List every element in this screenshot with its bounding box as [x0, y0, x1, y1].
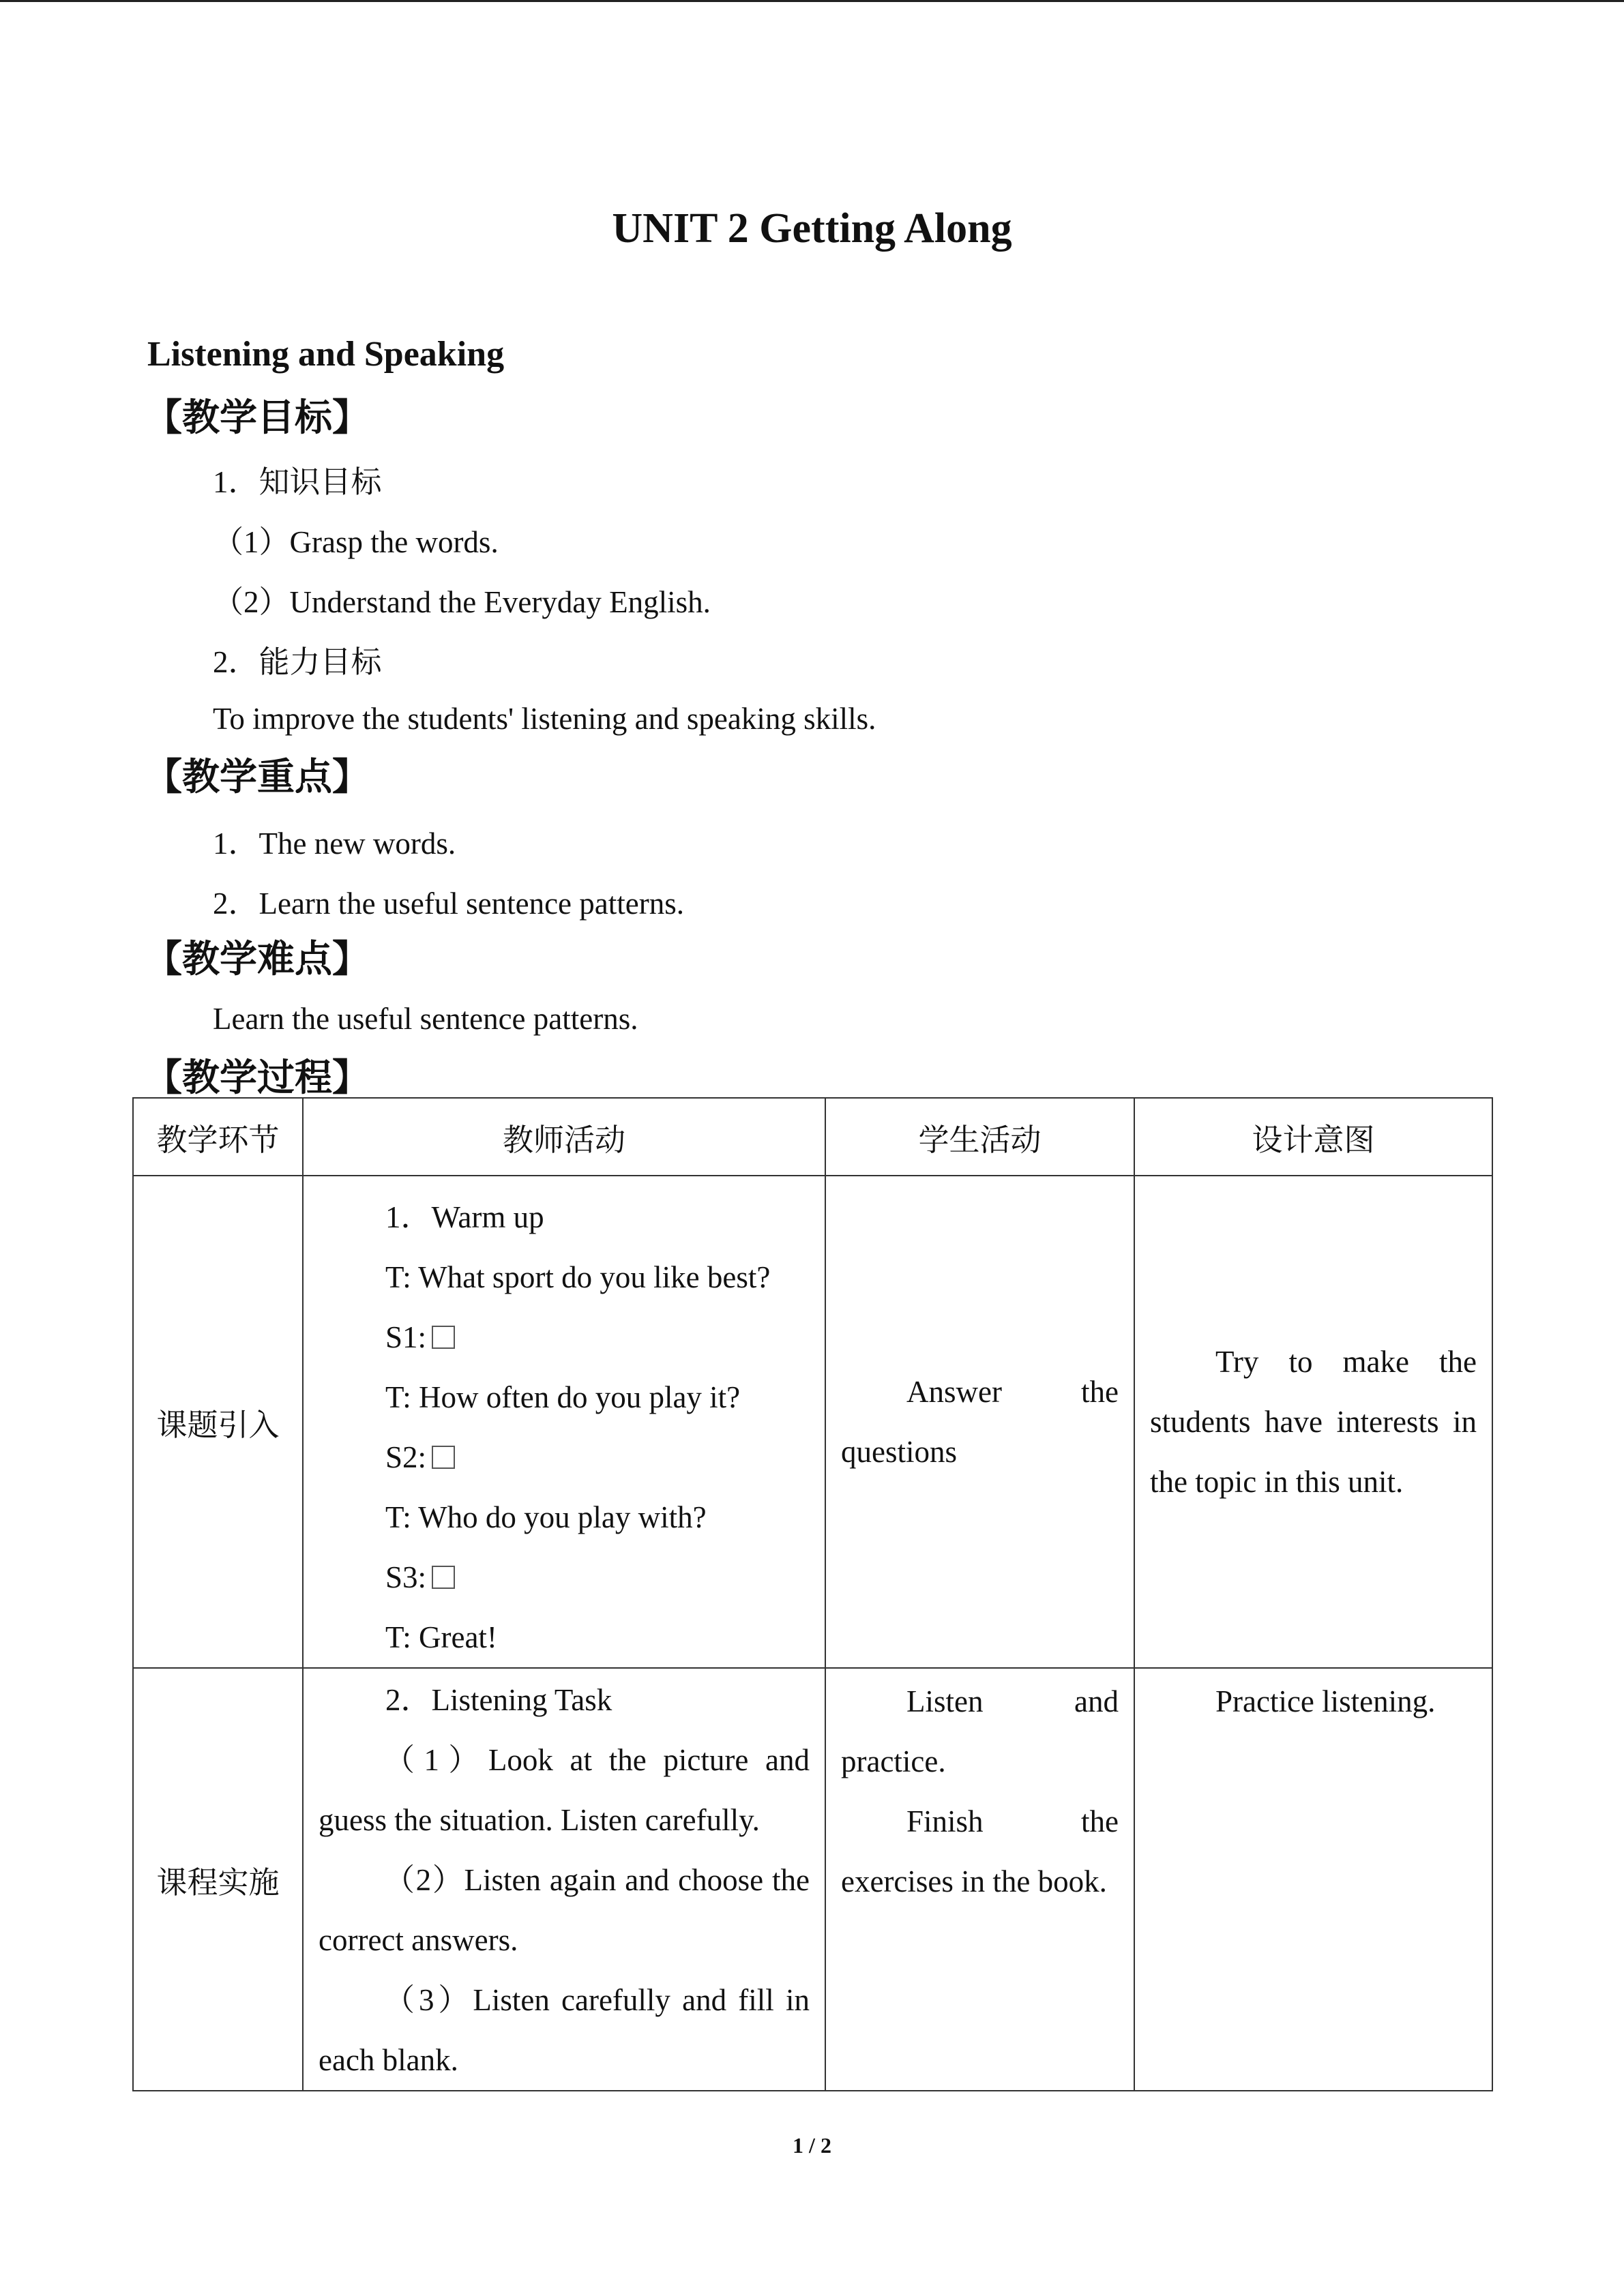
blank-box-icon	[432, 1446, 455, 1469]
top-border	[0, 0, 1624, 2]
student-activity-text: Listen and practice.	[841, 1684, 1119, 1778]
header-design-purpose: 设计意图	[1134, 1098, 1492, 1176]
task-paragraph: （1）Look at the picture and guess the situation. Listen carefully.	[319, 1743, 810, 1837]
warmup-heading: 1．Warm up	[385, 1200, 544, 1234]
difficulty-text: Learn the useful sentence patterns.	[213, 1002, 638, 1036]
key-point-2: 2．Learn the useful sentence patterns.	[213, 886, 684, 921]
task-paragraph: （3）Listen carefully and fill in each blank.	[319, 1983, 810, 2077]
ability-objective-text: To improve the students' listening and speaking skills.	[213, 702, 876, 736]
stage-cell: 课程实施	[133, 1668, 303, 2091]
dialogue-line: S1:	[385, 1307, 810, 1367]
dialogue-line: T: What sport do you like best?	[385, 1260, 771, 1294]
key-point-1: 1．The new words.	[213, 826, 456, 861]
ability-objective-label: 2．能力目标	[213, 645, 382, 679]
design-purpose-text: Practice listening.	[1215, 1684, 1436, 1718]
dialogue-line: T: Who do you play with?	[385, 1500, 707, 1534]
design-purpose-text: Try to make the students have interests in the topic in this unit.	[1150, 1345, 1477, 1499]
dialogue-line: S2:	[385, 1427, 810, 1487]
teacher-activity-cell	[303, 1176, 825, 1668]
dialogue-line: T: Great!	[385, 1620, 497, 1654]
section-heading-key-points: 【教学重点】	[145, 756, 370, 798]
design-purpose-cell	[1134, 1668, 1492, 2091]
process-table	[132, 1097, 1493, 2091]
listening-task-heading: 2．Listening Task	[385, 1683, 612, 1717]
teacher-activity-cell	[303, 1668, 825, 2091]
knowledge-item-1: （1）Grasp the words.	[213, 525, 499, 559]
table-row	[133, 1668, 1492, 2091]
student-activity-cell	[825, 1176, 1134, 1668]
student-activity-text: Answer the questions	[841, 1375, 1119, 1469]
table-row	[133, 1176, 1492, 1668]
student-activity-text: Finish the exercises in the book.	[841, 1804, 1119, 1898]
document-title: UNIT 2 Getting Along	[612, 205, 1012, 252]
design-purpose-cell	[1134, 1176, 1492, 1668]
knowledge-objective-label: 1．知识目标	[213, 465, 382, 499]
table-header-row	[133, 1098, 1492, 1176]
section-heading-process: 【教学过程】	[145, 1057, 370, 1099]
section-heading-difficulties: 【教学难点】	[145, 938, 370, 980]
page-number: 1 / 2	[793, 2133, 831, 2158]
header-teacher-activity: 教师活动	[303, 1098, 825, 1176]
stage-cell: 课题引入	[133, 1176, 303, 1668]
task-paragraph: （2）Listen again and choose the correct answers.	[319, 1863, 810, 1957]
header-stage: 教学环节	[133, 1098, 303, 1176]
lesson-subtitle: Listening and Speaking	[147, 335, 505, 374]
knowledge-item-2: （2）Understand the Everyday English.	[213, 585, 711, 619]
blank-box-icon	[432, 1326, 455, 1349]
section-heading-objectives: 【教学目标】	[145, 397, 370, 438]
dialogue-line: S3:	[385, 1547, 810, 1607]
header-student-activity: 学生活动	[825, 1098, 1134, 1176]
dialogue-line: T: How often do you play it?	[385, 1380, 741, 1414]
blank-box-icon	[432, 1566, 455, 1589]
student-activity-cell	[825, 1668, 1134, 2091]
